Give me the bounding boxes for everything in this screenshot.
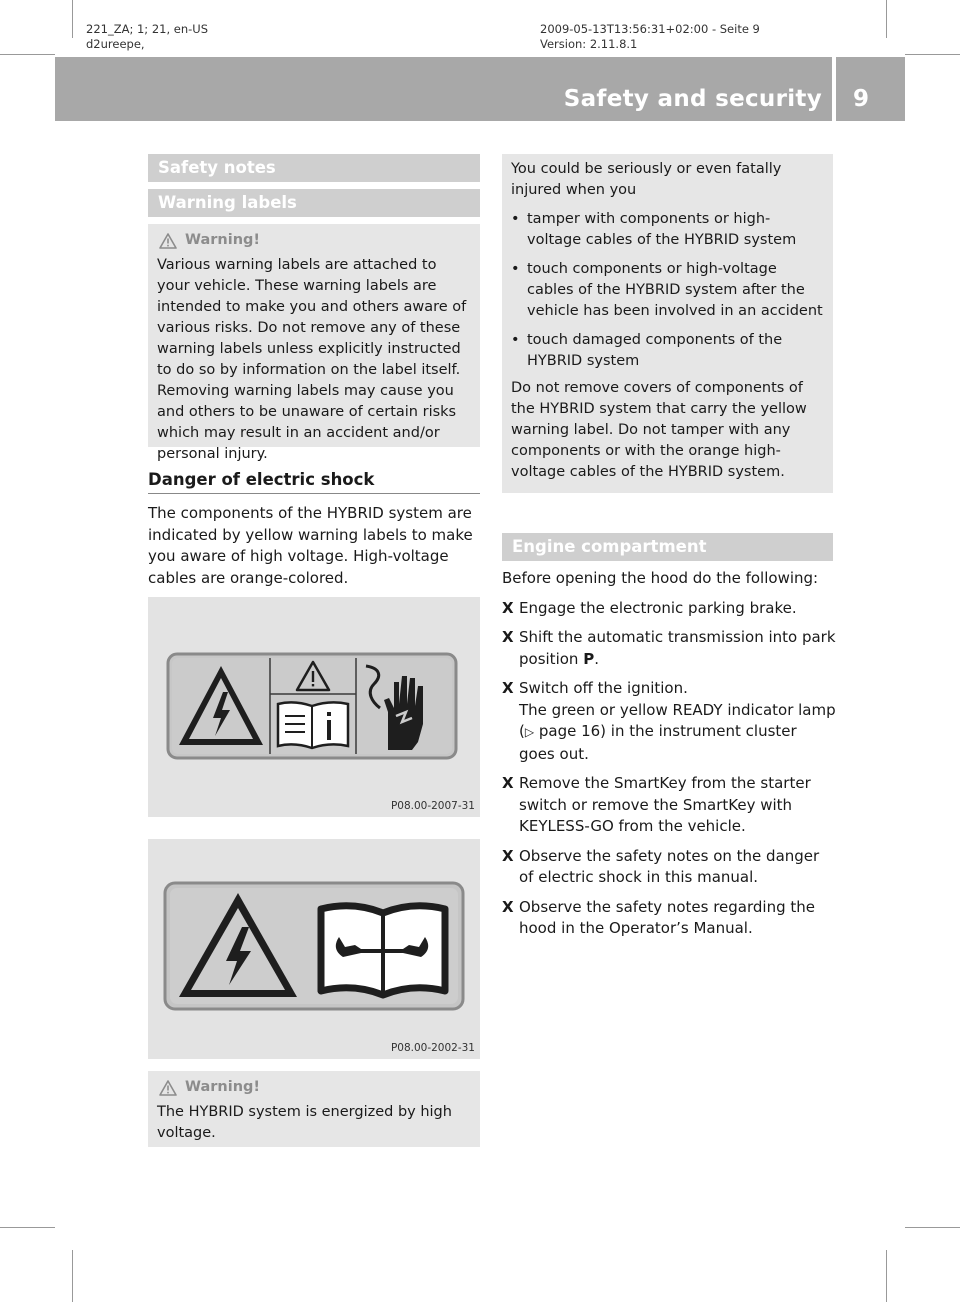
step-marker: X xyxy=(502,897,514,916)
meta-right-line1: 2009-05-13T13:56:31+02:00 - Seite 9 xyxy=(540,22,760,36)
injury-intro: You could be seriously or even fatally injured when you xyxy=(511,161,782,198)
crop-mark xyxy=(0,54,55,55)
step-text-end: . xyxy=(594,649,599,668)
engine-lead: Before opening the hood do the following: xyxy=(502,569,819,587)
subsection-warning-labels: Warning labels xyxy=(148,189,480,217)
bullet-glyph: • xyxy=(511,332,520,348)
electric-shock-intro: The components of the HYBRID system are indicated by yellow warning labels to make you aware of high voltage. High-voltage cables are orange-colored. xyxy=(148,504,473,587)
figure-hybrid-warning-label xyxy=(148,597,480,817)
list-item xyxy=(511,259,824,322)
step-marker: X xyxy=(502,846,514,865)
step-text-end: page 16) in the instrument cluster goes out. xyxy=(519,722,797,763)
crop-mark xyxy=(905,54,960,55)
step-marker: X xyxy=(502,628,514,646)
bullet-glyph: • xyxy=(511,211,520,227)
section-engine-compartment: Engine compartment xyxy=(502,533,833,561)
figure-code: P08.00-2002-31 xyxy=(390,1042,475,1054)
crop-mark xyxy=(72,0,73,38)
step-text: Switch off the ignition. xyxy=(519,679,688,697)
step-marker: X xyxy=(502,774,514,792)
warning-box-injury xyxy=(502,154,833,493)
warning-label: Warning! xyxy=(185,1079,261,1095)
warning-label: Warning! xyxy=(185,232,261,248)
print-meta-right xyxy=(540,22,760,52)
list-item xyxy=(502,773,836,838)
hybrid-component-label-image xyxy=(163,881,465,1011)
list-item xyxy=(502,627,836,670)
print-meta-left xyxy=(86,22,208,52)
step-list xyxy=(502,598,836,940)
list-item xyxy=(511,209,824,251)
warning-box-energized xyxy=(148,1071,480,1147)
bullet-text: touch damaged components of the HYBRID system xyxy=(527,332,783,369)
meta-left-line2: d2ureepe, xyxy=(86,37,145,51)
warning-triangle-icon xyxy=(159,1080,177,1096)
page-title: Safety and security xyxy=(563,86,822,112)
bullet-text: touch components or high-voltage cables of the HYBRID system after the vehicle has been involved in an accident xyxy=(527,261,823,319)
service-manual-wrench-icon xyxy=(321,906,445,995)
crop-mark xyxy=(905,1227,960,1228)
warning-triangle-icon xyxy=(159,233,177,249)
page-reference-arrow-icon: ▷ xyxy=(524,725,535,739)
crop-mark xyxy=(0,1227,55,1228)
meta-left-line1: 221_ZA; 1; 21, en-US xyxy=(86,22,208,36)
figure-code: P08.00-2007-31 xyxy=(390,800,475,812)
step-text: Observe the safety notes on the danger of electric shock in this manual. xyxy=(519,846,820,886)
crop-mark xyxy=(886,1250,887,1302)
bullet-glyph: • xyxy=(511,261,520,277)
figure-hybrid-component-label xyxy=(148,839,480,1059)
step-text: Observe the safety notes regarding the hood in the Operator’s Manual. xyxy=(519,897,816,937)
injury-bullets xyxy=(511,209,824,372)
warning-heading xyxy=(159,1077,471,1098)
crop-mark xyxy=(886,0,887,38)
header-divider xyxy=(832,57,836,121)
crop-mark xyxy=(72,1250,73,1302)
list-item xyxy=(502,598,836,620)
list-item xyxy=(511,330,824,372)
warning-heading xyxy=(159,230,471,251)
step-text: Shift the automatic transmission into park position xyxy=(519,628,836,668)
bullet-text: tamper with components or high-voltage cables of the HYBRID system xyxy=(527,211,797,248)
warning-box-labels xyxy=(148,224,480,462)
warning-text: The HYBRID system is energized by high voltage. xyxy=(157,1104,452,1141)
page-number: 9 xyxy=(853,86,870,112)
hybrid-warning-label-image xyxy=(166,652,458,760)
heading-rule xyxy=(148,493,480,494)
engine-steps xyxy=(502,568,836,940)
meta-right-line2: Version: 2.11.8.1 xyxy=(540,37,638,51)
list-item xyxy=(502,897,836,940)
step-text: Remove the SmartKey from the starter switch or remove the SmartKey with KEYLESS-GO from the vehicle. xyxy=(519,774,811,835)
step-text-continued: The green or yellow READY indicator lamp ( xyxy=(519,700,836,740)
injury-closing: Do not remove covers of components of the HYBRID system that carry the yellow warning label. Do not tamper with any components or with the orange high-voltage cables of the HYBRID system. xyxy=(511,380,807,480)
section-safety-notes: Safety notes xyxy=(148,154,480,182)
list-item xyxy=(502,678,836,765)
step-marker: X xyxy=(502,679,514,697)
warning-text: Various warning labels are attached to your vehicle. These warning labels are intended to make you and others aware of various risks. Do not remove any of these warning labels unless explicitly instructed to do so by information on the label itself. Removing warning labels may cause you and others to be unaware of certain risks which may result in an accident and/or personal injury. xyxy=(157,257,467,462)
list-item xyxy=(502,846,836,889)
park-position-label: P xyxy=(583,649,595,668)
heading-electric-shock: Danger of electric shock xyxy=(148,470,375,489)
step-text: Engage the electronic parking brake. xyxy=(519,598,797,617)
step-marker: X xyxy=(502,598,514,617)
manual-book-icon xyxy=(278,702,348,748)
